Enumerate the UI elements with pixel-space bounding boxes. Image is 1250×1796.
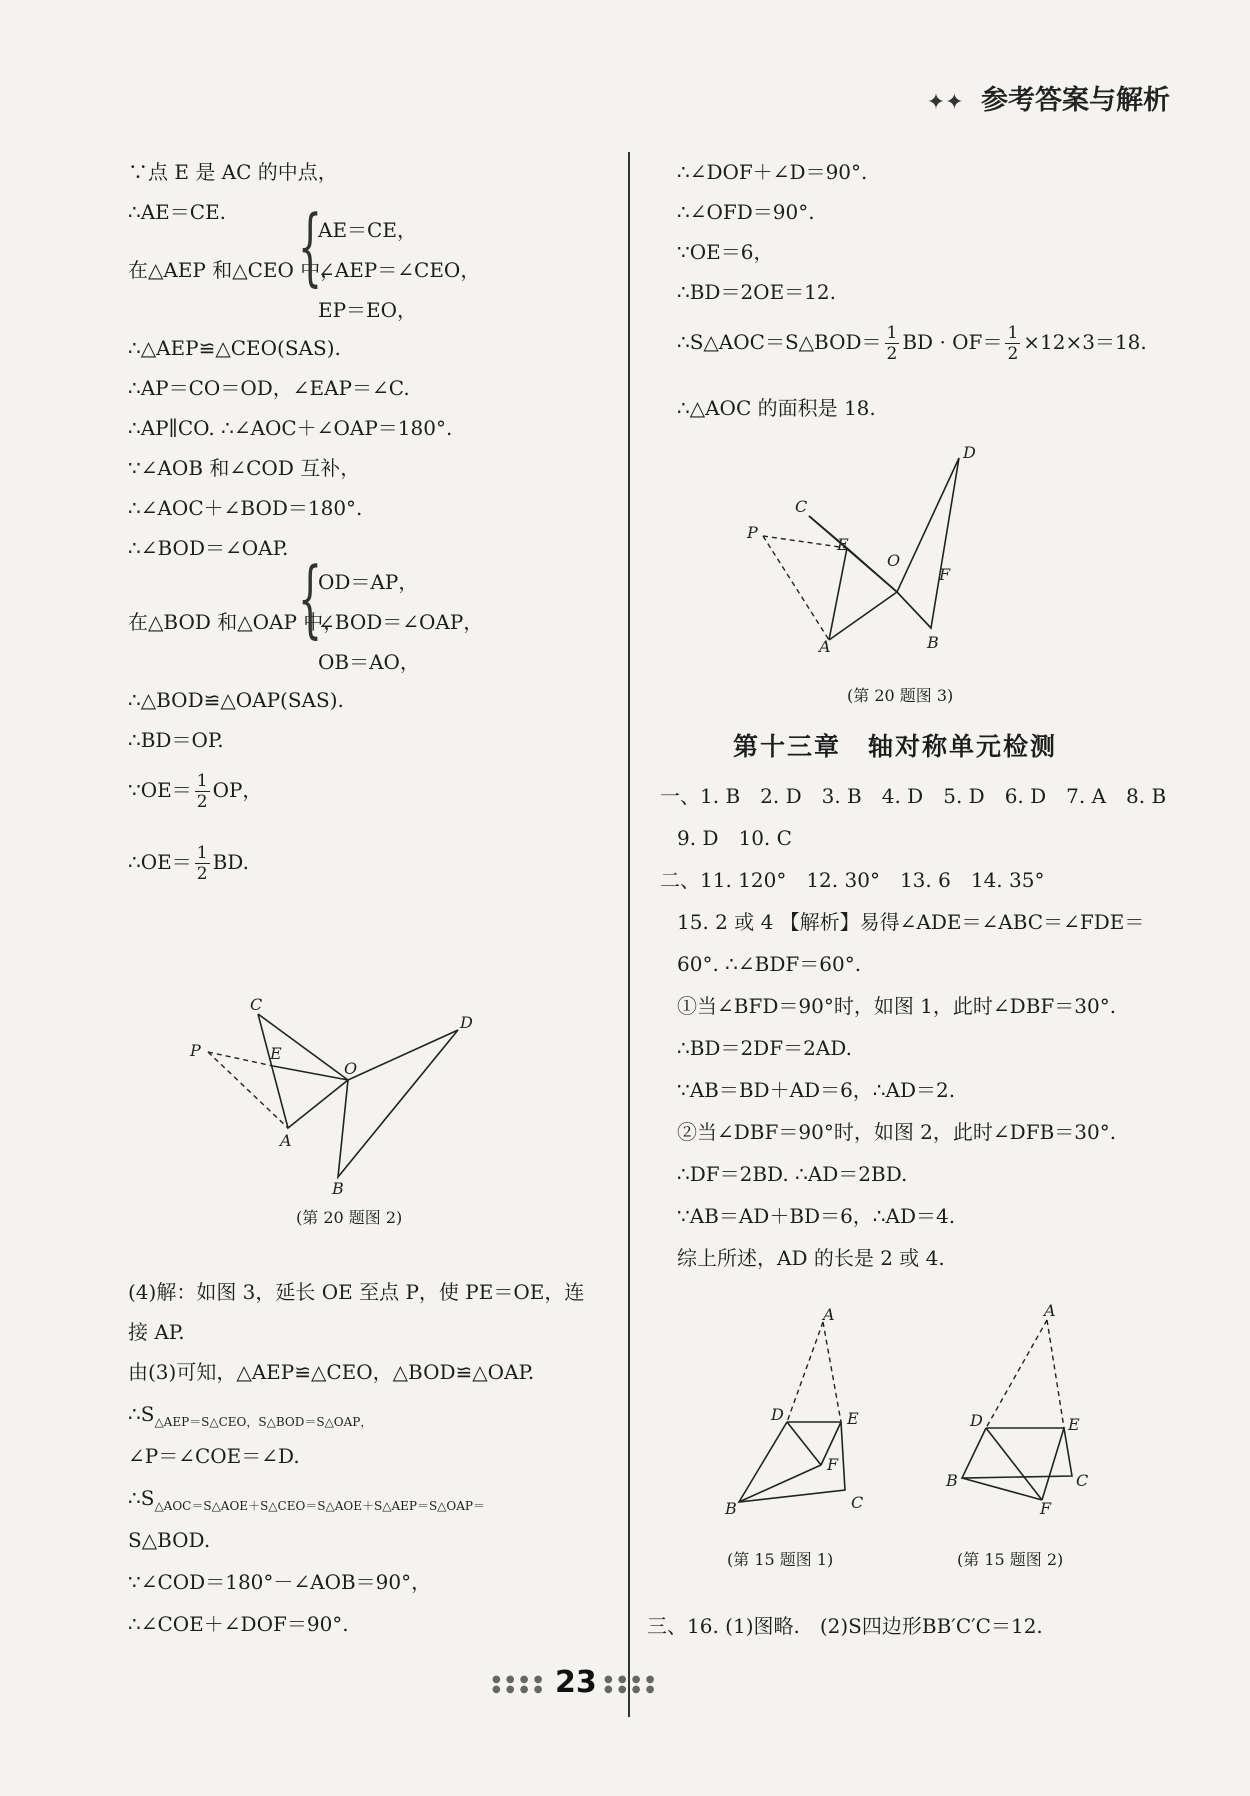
text-line: ∴BD＝2OE＝12. <box>677 280 836 304</box>
sparkle-icon: ✦✦ <box>926 90 964 115</box>
answer-line: ∴DF＝2BD. ∴AD＝2BD. <box>677 1162 908 1186</box>
figure-20-2 <box>190 995 498 1198</box>
text-line: ∴∠AOC＋∠BOD＝180°. <box>128 496 363 520</box>
text-part: OP， <box>212 778 263 802</box>
figure-15-1 <box>707 1305 887 1518</box>
fraction-num: 1 <box>196 843 208 863</box>
point-label: F <box>827 1455 839 1474</box>
text-line: ∵OE＝6， <box>677 240 774 264</box>
chapter-title: 第十三章 轴对称单元检测 <box>733 732 1058 761</box>
point-label: B <box>725 1499 737 1518</box>
point-label: O <box>344 1059 358 1078</box>
answer-line: 一、1. B 2. D 3. B 4. D 5. D 6. D 7. A 8. B <box>660 784 1167 808</box>
point-label: A <box>823 1305 835 1324</box>
figure-15-2 <box>942 1301 1162 1518</box>
text-line: 在△AEP 和△CEO 中， <box>128 258 341 282</box>
fraction-num: 1 <box>1007 323 1019 343</box>
point-label: F <box>1040 1499 1052 1518</box>
figure-caption: (第 15 题图 1) <box>727 1550 834 1569</box>
point-label: D <box>460 1013 473 1032</box>
answer-line: ②当∠DBF＝90°时，如图 2，此时∠DFB＝30°. <box>677 1120 1117 1144</box>
brace-symbol: { <box>298 549 323 647</box>
point-label: P <box>747 523 758 542</box>
text-line: ∴AP∥CO. ∴∠AOC＋∠OAP＝180°. <box>128 416 453 440</box>
text-part: ∴S△AOC＝S△BOD＝ <box>677 330 882 354</box>
text-line: ∴BD＝OP. <box>128 728 224 752</box>
answer-line: ∵AB＝BD＋AD＝6，∴AD＝2. <box>677 1078 956 1102</box>
page-header <box>927 78 1170 117</box>
point-label: C <box>795 497 808 516</box>
point-label: B <box>946 1471 958 1490</box>
text-line: ∴AE＝CE. <box>128 200 227 224</box>
system-line: OB＝AO， <box>318 650 420 674</box>
fraction <box>195 843 210 884</box>
fraction <box>885 323 900 364</box>
fraction <box>1005 323 1020 364</box>
point-label: D <box>963 443 976 462</box>
page-number: 23 <box>555 1665 597 1700</box>
point-label: A <box>280 1131 292 1150</box>
answer-line: 60°. ∴∠BDF＝60°. <box>677 952 862 976</box>
fraction-den: 2 <box>886 344 898 364</box>
text-part: BD · OF＝ <box>902 330 1003 354</box>
column-divider <box>628 152 630 1717</box>
point-label: A <box>1044 1301 1056 1320</box>
text-line: ∴∠BOD＝∠OAP. <box>128 536 289 560</box>
point-label: F <box>939 565 951 584</box>
point-label: D <box>771 1405 784 1424</box>
text-line: ∠P＝∠COE＝∠D. <box>128 1444 300 1468</box>
point-label: E <box>1068 1415 1080 1434</box>
text-line: (4)解：如图 3，延长 OE 至点 P，使 PE＝OE，连 <box>128 1280 585 1304</box>
system-line: EP＝EO， <box>318 298 418 322</box>
text-part: ∵OE＝ <box>128 778 192 802</box>
fraction-den: 2 <box>196 792 208 812</box>
point-label: E <box>847 1409 859 1428</box>
text-line: ∵点 E 是 AC 的中点， <box>128 160 338 184</box>
text-part: ∴S <box>128 1486 155 1510</box>
fraction-line <box>677 320 1147 364</box>
point-label: E <box>270 1044 282 1063</box>
point-label: O <box>887 551 901 570</box>
text-part: ∴OE＝ <box>128 850 192 874</box>
figure-caption: (第 15 题图 2) <box>957 1550 1064 1569</box>
text-part: ∴S <box>128 1402 155 1426</box>
text-part: ×12×3＝18. <box>1023 330 1147 354</box>
area-subscripts: △AOC＝S△AOE＋S△CEO＝S△AOE＋S△AEP＝S△OAP＝ <box>154 1499 485 1513</box>
answer-line: 综上所述，AD 的长是 2 或 4. <box>677 1246 945 1270</box>
fraction-num: 1 <box>196 771 208 791</box>
decorative-dots: ● ● ● ● ● ● ● ● <box>604 1674 656 1695</box>
text-line: 接 AP. <box>128 1320 185 1344</box>
answer-line: ∴BD＝2DF＝2AD. <box>677 1036 852 1060</box>
point-label: D <box>970 1411 983 1430</box>
answer-line: 二、11. 120° 12. 30° 13. 6 14. 35° <box>660 868 1045 892</box>
text-line: S△BOD. <box>128 1528 211 1552</box>
point-label: C <box>250 995 263 1014</box>
text-line: ∴△BOD≌△OAP(SAS). <box>128 688 344 712</box>
point-label: B <box>332 1179 344 1198</box>
header-title: 参考答案与解析 <box>981 85 1170 116</box>
point-label: B <box>927 633 939 652</box>
text-line: ∵∠AOB 和∠COD 互补， <box>128 456 361 480</box>
fraction-num: 1 <box>886 323 898 343</box>
figure-20-3 <box>747 443 1057 656</box>
text-part: BD. <box>212 850 249 874</box>
point-label: C <box>1076 1471 1089 1490</box>
answer-line: 9. D 10. C <box>677 826 792 850</box>
text-line: ∴AP＝CO＝OD，∠EAP＝∠C. <box>128 376 410 400</box>
point-label: P <box>190 1041 201 1060</box>
text-line: ∴△AOC 的面积是 18. <box>677 396 876 420</box>
system-line: AE＝CE， <box>318 218 417 242</box>
fraction-den: 2 <box>196 864 208 884</box>
answer-line: 15. 2 或 4 【解析】易得∠ADE＝∠ABC＝∠FDE＝ <box>677 910 1145 934</box>
text-line: 在△BOD 和△OAP 中， <box>128 610 344 634</box>
figure-caption: (第 20 题图 2) <box>296 1208 403 1227</box>
answer-line: 三、16. (1)图略. (2)S四边形BB′C′C＝12. <box>647 1614 1043 1638</box>
fraction-line <box>128 768 262 812</box>
fraction-line <box>128 840 249 884</box>
fraction <box>195 771 210 812</box>
brace-symbol: { <box>298 197 323 295</box>
point-label: E <box>837 535 849 554</box>
system-line: ∠BOD＝∠OAP， <box>318 610 484 634</box>
answer-line: ∵AB＝AD＋BD＝6，∴AD＝4. <box>677 1204 956 1228</box>
answer-line: ①当∠BFD＝90°时，如图 1，此时∠DBF＝30°. <box>677 994 1117 1018</box>
text-line: 由(3)可知，△AEP≌△CEO，△BOD≌△OAP. <box>128 1360 535 1384</box>
area-subscripts: △AEP＝S△CEO，S△BOD＝S△OAP， <box>154 1415 373 1429</box>
fraction-den: 2 <box>1007 344 1019 364</box>
point-label: C <box>851 1493 864 1512</box>
text-line: ∴∠OFD＝90°. <box>677 200 815 224</box>
figure-caption: (第 20 题图 3) <box>847 686 954 705</box>
system-line: ∠AEP＝∠CEO， <box>318 258 481 282</box>
text-line: ∵∠COD＝180°－∠AOB＝90°， <box>128 1570 432 1594</box>
point-label: A <box>819 637 831 656</box>
text-line: ∴∠DOF＋∠D＝90°. <box>677 160 868 184</box>
decorative-dots: ● ● ● ● ● ● ● ● <box>492 1674 544 1695</box>
text-line: ∴△AEP≌△CEO(SAS). <box>128 336 341 360</box>
text-line: ∴∠COE＋∠DOF＝90°. <box>128 1612 349 1636</box>
system-line: OD＝AP， <box>318 570 419 594</box>
